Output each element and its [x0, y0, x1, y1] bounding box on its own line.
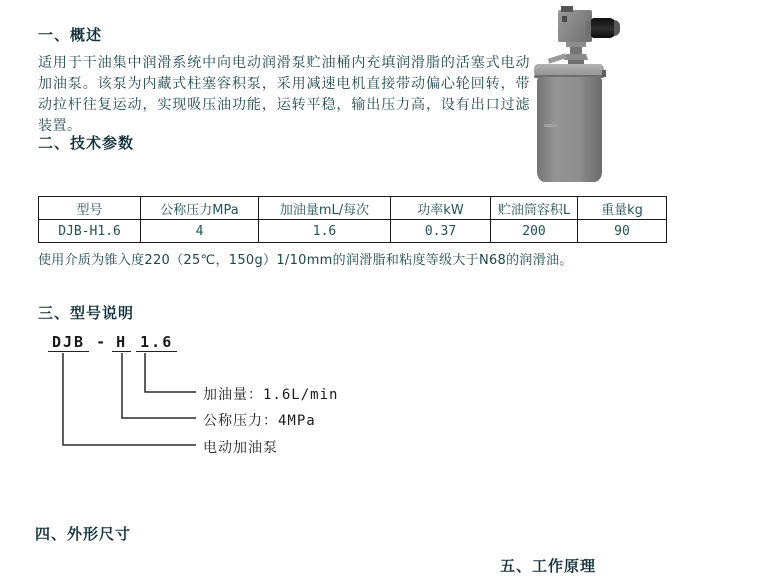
cell-power: 0.37	[391, 220, 491, 243]
col-header-volume: 加油量mL/每次	[259, 197, 391, 220]
col-header-capacity: 贮油筒容积L	[491, 197, 578, 220]
col-header-weight: 重量kg	[578, 197, 667, 220]
cell-volume: 1.6	[259, 220, 391, 243]
callout-nominal-pressure: 公称压力：4MPa	[203, 413, 316, 429]
col-header-model: 型号	[39, 197, 141, 220]
pump-gearbox-detail	[562, 16, 567, 22]
model-code-dash: -	[96, 333, 106, 351]
medium-note: 使用介质为锥入度220（25℃，150g）1/10mm的润滑脂和粘度等级大于N68的润滑油。	[38, 253, 573, 268]
pump-barrel	[537, 77, 602, 182]
col-header-power: 功率kW	[391, 197, 491, 220]
cell-weight: 90	[578, 220, 667, 243]
section-heading-model-explain: 三、型号说明	[38, 304, 135, 322]
pump-shaft-neck	[570, 47, 582, 54]
table-header-row	[39, 197, 667, 220]
pump-photo	[528, 4, 723, 184]
overview-paragraph: 适用于干油集中润滑系统中向电动润滑泵贮油桶内充填润滑脂的活塞式电动加油泵。该泵为内藏式柱塞容积泵，采用减速电机直接带动偏心轮回转，带动拉杆往复运动，实现吸压油功能，运转平稳，输出压力高，设有出口过滤装置。	[38, 55, 530, 134]
model-code-mid: H	[112, 333, 131, 352]
cell-pressure: 4	[141, 220, 259, 243]
tech-params-table	[38, 196, 667, 243]
section-heading-principle: 五、工作原理	[500, 557, 597, 575]
cell-capacity: 200	[491, 220, 578, 243]
model-callout-lines	[40, 345, 210, 455]
cell-model: DJB-H1.6	[39, 220, 141, 243]
callout-oil-volume: 加油量：1.6L/min	[203, 387, 339, 403]
model-code-suffix: 1.6	[136, 333, 177, 352]
section-heading-overview: 一、概述	[38, 26, 103, 44]
callout-pump-type: 电动加油泵	[203, 440, 278, 456]
section-heading-dimensions: 四、外形尺寸	[35, 525, 132, 543]
pump-barrel-highlight	[544, 124, 558, 127]
col-header-pressure: 公称压力MPa	[141, 197, 259, 220]
pump-lid-latch	[602, 70, 606, 77]
model-code-prefix: DJB	[48, 333, 89, 352]
pump-outlet-arm	[548, 53, 567, 63]
pump-gearbox-cap	[561, 6, 573, 12]
table-data-row	[39, 220, 667, 243]
section-heading-tech-params: 二、技术参数	[38, 134, 135, 152]
pump-motor-endcap	[614, 20, 620, 36]
